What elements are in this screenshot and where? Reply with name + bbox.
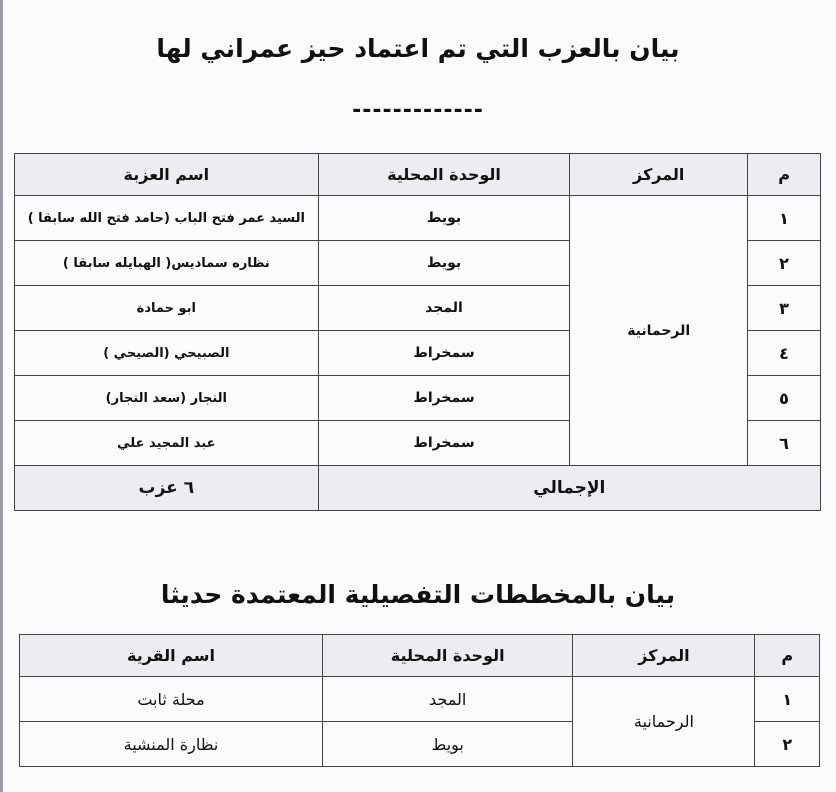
row-index: ٣	[748, 286, 821, 331]
header-village-name: اسم العزبة	[15, 154, 319, 196]
table-row	[15, 196, 821, 241]
total-label: الإجمالي	[318, 466, 820, 511]
row-village-name: النجار (سعد النجار)	[15, 376, 319, 421]
row-village-name: السيد عمر فتح الباب (حامد فتح الله سابقا )	[15, 196, 319, 241]
row-local-unit: سمخراط	[318, 376, 570, 421]
header-local-unit: الوحدة المحلية	[318, 154, 570, 196]
row-village-name: الصبيحي (الصيحي )	[15, 331, 319, 376]
row-index: ٦	[748, 421, 821, 466]
header-village-name: اسم القرية	[20, 635, 323, 677]
row-index: ٢	[755, 722, 820, 767]
row-village-name: نظاره سماديس( الهبايله سابقا )	[15, 241, 319, 286]
row-index: ١	[748, 196, 821, 241]
header-center: المركز	[570, 154, 748, 196]
table-header-row	[15, 154, 821, 196]
row-local-unit: المجد	[318, 286, 570, 331]
plans-table	[19, 634, 820, 767]
row-index: ٥	[748, 376, 821, 421]
row-village-name: عبد المجيد علي	[15, 421, 319, 466]
row-index: ١	[755, 677, 820, 722]
header-center: المركز	[573, 635, 755, 677]
table-header-row	[20, 635, 820, 677]
row-village-name: محلة ثابت	[20, 677, 323, 722]
table-total-row	[15, 466, 821, 511]
row-local-unit: بويط	[322, 722, 572, 767]
row-village-name: ابو حمادة	[15, 286, 319, 331]
header-index: م	[755, 635, 820, 677]
row-local-unit: سمخراط	[318, 421, 570, 466]
header-index: م	[748, 154, 821, 196]
page-title: بيان بالعزب التي تم اعتماد حيز عمراني لها	[156, 34, 680, 63]
row-local-unit: بويط	[318, 241, 570, 286]
total-value: ٦ عزب	[15, 466, 319, 511]
row-local-unit: المجد	[322, 677, 572, 722]
title-divider: -------------	[352, 98, 484, 123]
section-title: بيان بالمخططات التفصيلية المعتمدة حديثا	[160, 580, 676, 609]
header-local-unit: الوحدة المحلية	[322, 635, 572, 677]
row-local-unit: بويط	[318, 196, 570, 241]
row-center: الرحمانية	[570, 196, 748, 466]
row-local-unit: سمخراط	[318, 331, 570, 376]
table-row	[20, 677, 820, 722]
row-index: ٤	[748, 331, 821, 376]
row-index: ٢	[748, 241, 821, 286]
row-center: الرحمانية	[573, 677, 755, 767]
row-village-name: نظارة المنشية	[20, 722, 323, 767]
villages-table	[14, 153, 821, 511]
